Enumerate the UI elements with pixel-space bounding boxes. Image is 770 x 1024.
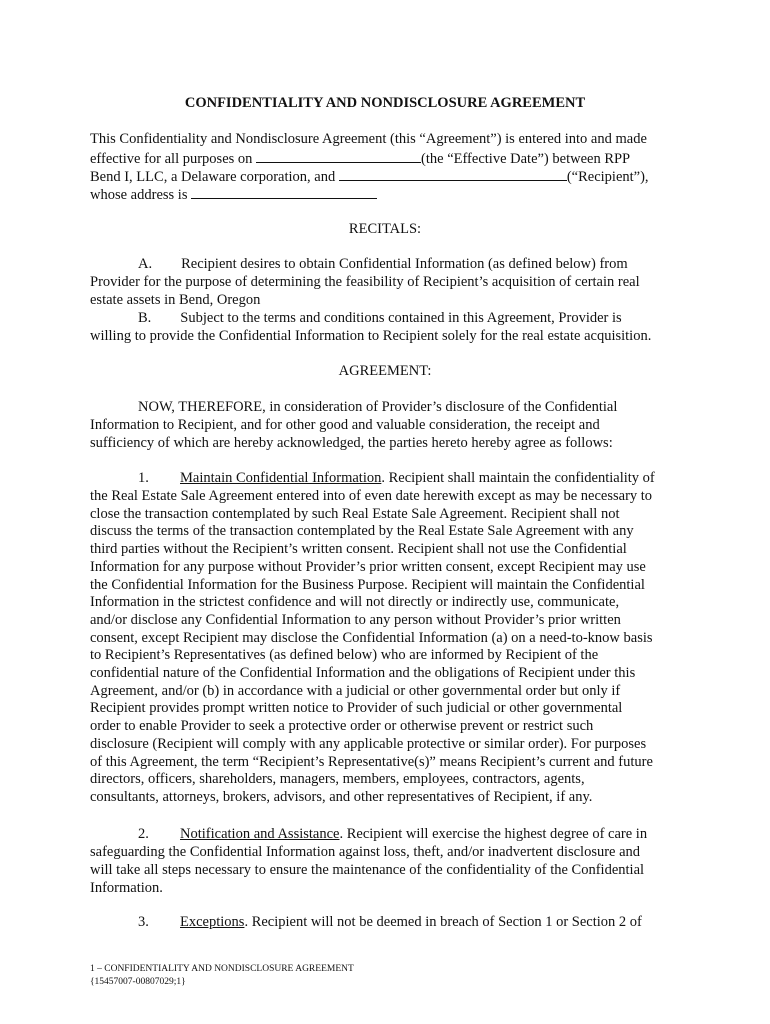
recital-line: A. Recipient desires to obtain Confidential Information (as defined below) from xyxy=(138,256,628,272)
section-line: discuss the terms of the transaction contemplated by the Real Estate Sale Agreement with any xyxy=(90,523,634,540)
recipient-address-blank[interactable] xyxy=(191,184,377,199)
intro-text: Bend I, LLC, a Delaware corporation, and xyxy=(90,169,339,185)
section-line: Agreement, and/or (b) in accordance with a judicial or other governmental order but only if xyxy=(90,682,621,699)
recitals-heading: RECITALS: xyxy=(348,221,422,237)
section-line: disclosure (Recipient will comply with any applicable protective or similar order). For purposes xyxy=(90,735,647,752)
recital-line: willing to provide the Confidential Information to Recipient solely for the real estate acquisition. xyxy=(90,328,652,344)
document-title: CONFIDENTIALITY AND NONDISCLOSURE AGREEMENT xyxy=(184,95,586,111)
recital-line: B. Subject to the terms and conditions contained in this Agreement, Provider is xyxy=(138,310,622,326)
section-line: directors, officers, shareholders, managers, members, employees, contractors, agents, xyxy=(90,771,585,788)
section-line: and/or disclose any Confidential Information to any person without Provider’s prior written xyxy=(90,611,621,628)
section-text: . Recipient shall maintain the confidentiality of xyxy=(381,470,655,486)
intro-text: whose address is xyxy=(90,187,192,203)
section-line: consent, except Recipient may disclose the Confidential Information (a) on a need-to-know basis xyxy=(90,629,653,646)
section-line: of this Agreement, the term “Recipient’s Representative(s)” means Recipient’s current and future xyxy=(90,753,653,770)
intro-text: (“Recipient”), xyxy=(566,169,649,185)
now-therefore-line: Information to Recipient, and for other good and valuable consideration, the receipt and xyxy=(90,417,600,433)
intro-text: effective for all purposes on xyxy=(90,151,257,167)
section-line: the Real Estate Sale Agreement entered into of even date herewith except as may be necessary to xyxy=(90,488,653,504)
section-number: 1. xyxy=(138,470,149,486)
section-line: the Confidential Information for the Business Purpose. Recipient will maintain the Confidential xyxy=(90,576,645,593)
section-number: 2. xyxy=(138,826,149,842)
intro-line xyxy=(90,166,680,186)
section-line: safeguarding the Confidential Information against loss, theft, and/or inadvertent disclosure and xyxy=(90,844,641,860)
section-2-first-line xyxy=(90,825,728,843)
intro-text: (the “Effective Date”) between RPP xyxy=(421,151,631,167)
intro-line xyxy=(90,148,680,168)
section-heading: Notification and Assistance xyxy=(180,826,340,842)
section-line: close the transaction contemplated by such Real Estate Sale Agreement. Recipient shall not xyxy=(90,505,620,522)
agreement-heading: AGREEMENT: xyxy=(338,363,432,379)
section-line: Recipient provides prompt written notice to Provider of such judicial or other governmental xyxy=(90,700,623,717)
section-line: consultants, attorneys, brokers, advisors, and other representatives of Recipient, if any. xyxy=(90,788,593,805)
footer-doc-id: {15457007-00807029;1} xyxy=(90,977,186,987)
now-therefore-line: NOW, THEREFORE, in consideration of Provider’s disclosure of the Confidential xyxy=(138,399,618,415)
section-line: order to enable Provider to seek a protective order or otherwise prevent or restrict such xyxy=(90,718,594,735)
section-heading: Maintain Confidential Information xyxy=(180,470,382,486)
section-number: 3. xyxy=(138,914,149,930)
intro-text: This Confidentiality and Nondisclosure Agreement (this “Agreement”) is entered into and made xyxy=(90,131,647,147)
section-text: . Recipient will not be deemed in breach of Section 1 or Section 2 of xyxy=(244,914,642,930)
effective-date-blank[interactable] xyxy=(256,148,421,163)
recital-line: estate assets in Bend, Oregon xyxy=(90,292,261,308)
footer-title: 1 – CONFIDENTIALITY AND NONDISCLOSURE AGREEMENT xyxy=(90,964,354,974)
section-text: . Recipient will exercise the highest degree of care in xyxy=(339,826,648,842)
section-line: Information for any purpose without Provider’s prior written consent, except Recipient may use xyxy=(90,558,646,575)
intro-line xyxy=(90,130,680,148)
recipient-name-blank[interactable] xyxy=(339,166,567,181)
section-line: Information in the strictest confidence and will not directly or indirectly use, communicate, xyxy=(90,594,620,611)
now-therefore-line: sufficiency of which are hereby acknowledged, the parties hereto hereby agree as follows: xyxy=(90,435,613,451)
section-heading: Exceptions xyxy=(180,914,245,930)
section-line: confidential nature of the Confidential Information and the obligations of Recipient under this xyxy=(90,665,636,681)
section-3-first-line xyxy=(90,913,728,931)
intro-line xyxy=(90,184,680,204)
section-line: to Recipient’s Representatives (as defined below) who are informed by Recipient of the xyxy=(90,647,599,664)
section-line: Information. xyxy=(90,880,163,896)
section-line: will take all steps necessary to ensure the maintenance of the confidentiality of the Confidential xyxy=(90,862,645,878)
recital-line: Provider for the purpose of determining the feasibility of Recipient’s acquisition of certain real xyxy=(90,274,640,290)
section-line: third parties without the Recipient’s written consent. Recipient shall not use the Confidential xyxy=(90,541,627,558)
section-1-first-line xyxy=(90,469,728,487)
